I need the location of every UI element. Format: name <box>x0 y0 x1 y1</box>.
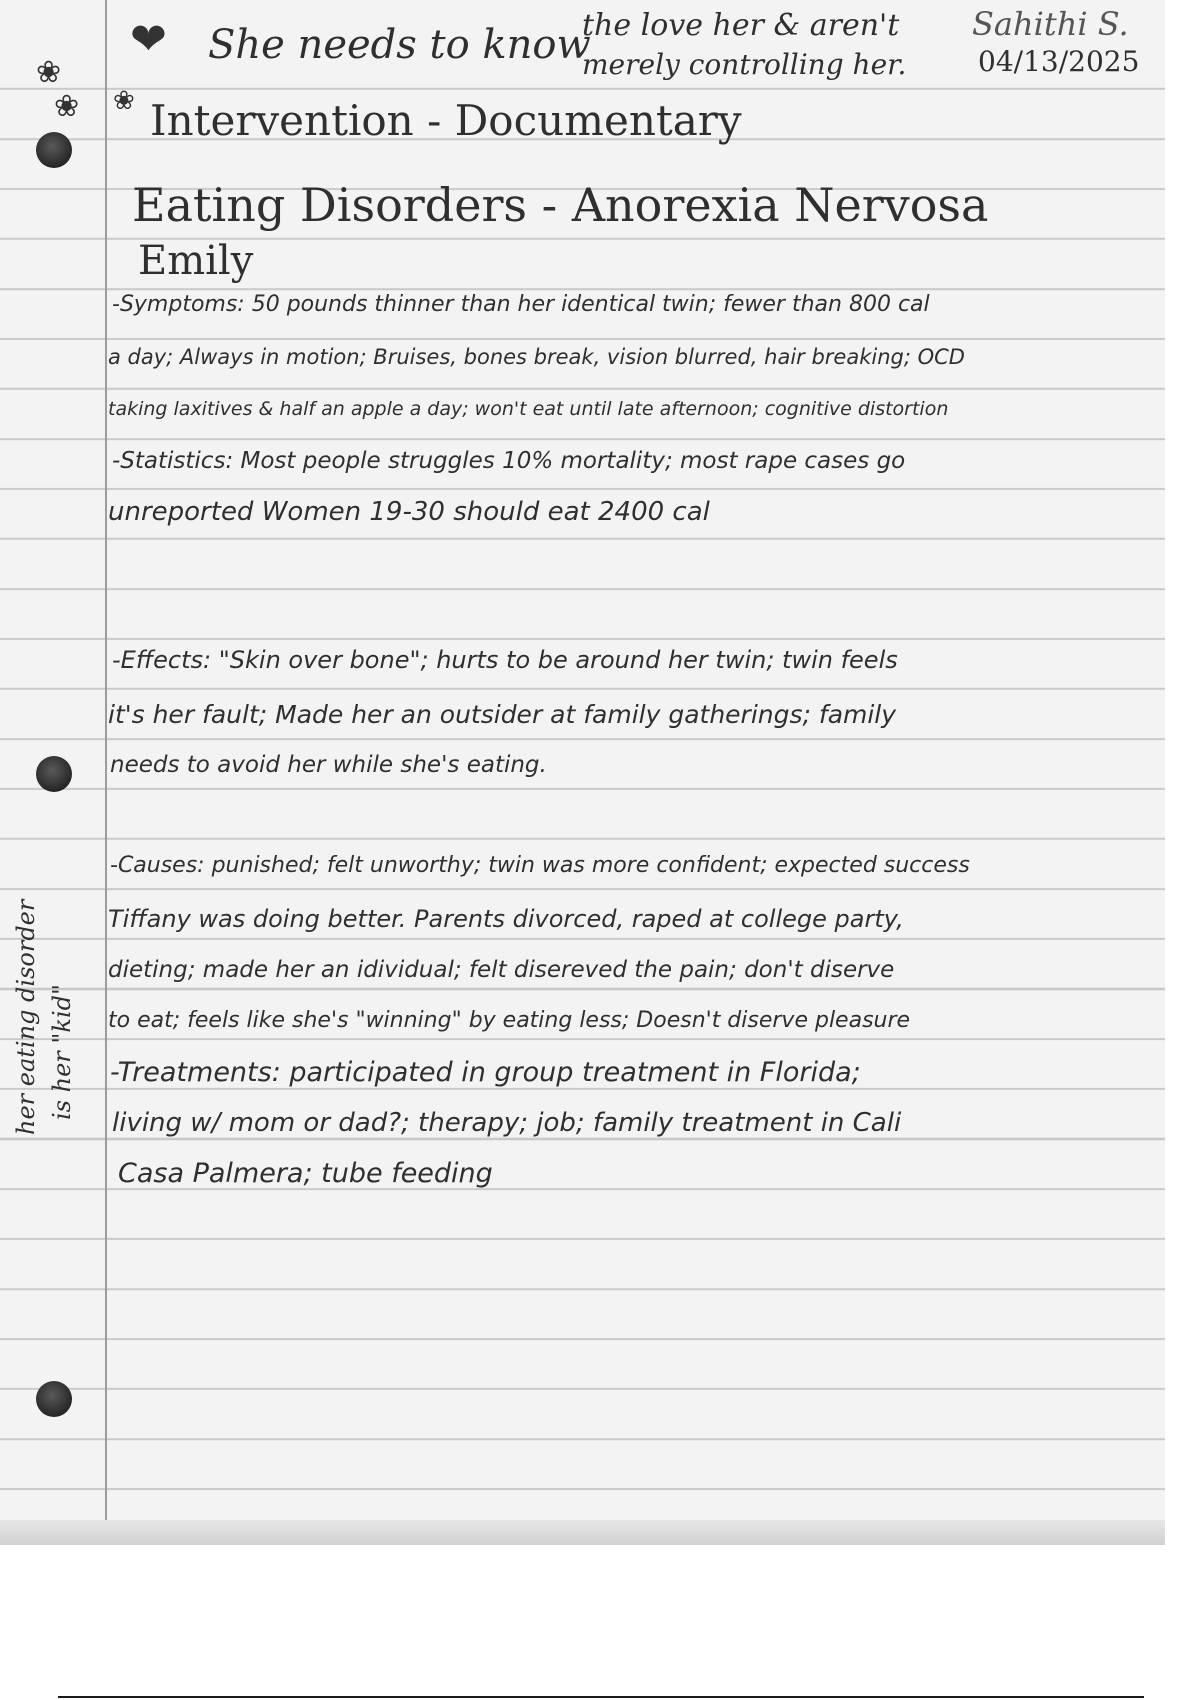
author-name: Sahithi S. <box>972 5 1129 43</box>
effects-line: needs to avoid her while she's eating. <box>110 752 547 778</box>
heart-icon: ❤ <box>130 14 167 65</box>
header-note-right: merely controlling her. <box>582 48 907 81</box>
symptoms-line: -Symptoms: 50 pounds thinner than her identical twin; fewer than 800 cal <box>112 292 930 317</box>
causes-line: dieting; made her an idividual; felt disereved the pain; don't diserve <box>108 957 895 983</box>
treatments-line: -Treatments: participated in group treatment in Florida; <box>110 1057 861 1088</box>
punch-hole <box>36 1381 72 1417</box>
torn-page-edge <box>0 1520 1165 1545</box>
symptoms-line: a day; Always in motion; Bruises, bones break, vision blurred, hair breaking; OCD <box>108 345 965 369</box>
punch-hole <box>36 756 72 792</box>
margin-note-line: is her "kid" <box>48 983 76 1120</box>
header-note: She needs to know <box>208 22 591 68</box>
flower-icon: ❀ <box>113 86 135 116</box>
page-subtitle: Eating Disorders - Anorexia Nervosa <box>132 178 989 232</box>
treatments-line: Casa Palmera; tube feeding <box>118 1158 493 1189</box>
date: 04/13/2025 <box>978 45 1140 78</box>
punch-hole <box>36 132 72 168</box>
causes-line: Tiffany was doing better. Parents divorced, raped at college party, <box>108 905 904 933</box>
margin-line <box>105 0 107 1545</box>
effects-line: -Effects: "Skin over bone"; hurts to be around her twin; twin feels <box>112 646 898 674</box>
symptoms-line: taking laxitives & half an apple a day; won't eat until late afternoon; cognitive distortion <box>108 398 949 420</box>
margin-note-line: her eating disorder <box>12 899 40 1135</box>
header-note-right: the love her & aren't <box>582 8 900 43</box>
margin-note <box>12 845 82 1145</box>
effects-line: it's her fault; Made her an outsider at family gatherings; family <box>108 700 897 729</box>
bottom-rule <box>58 1696 1144 1698</box>
causes-line: to eat; feels like she's "winning" by eating less; Doesn't diserve pleasure <box>108 1008 911 1033</box>
causes-line: -Causes: punished; felt unworthy; twin was more confident; expected success <box>110 853 970 878</box>
flower-icon: ❀ <box>54 89 80 124</box>
statistics-line: unreported Women 19-30 should eat 2400 cal <box>108 497 710 527</box>
statistics-line: -Statistics: Most people struggles 10% mortality; most rape cases go <box>112 448 906 474</box>
flower-icon: ❀ <box>36 55 62 90</box>
treatments-line: living w/ mom or dad?; therapy; job; family treatment in Cali <box>112 1108 902 1138</box>
subject-name: Emily <box>138 238 254 284</box>
page-title: Intervention - Documentary <box>150 96 742 145</box>
